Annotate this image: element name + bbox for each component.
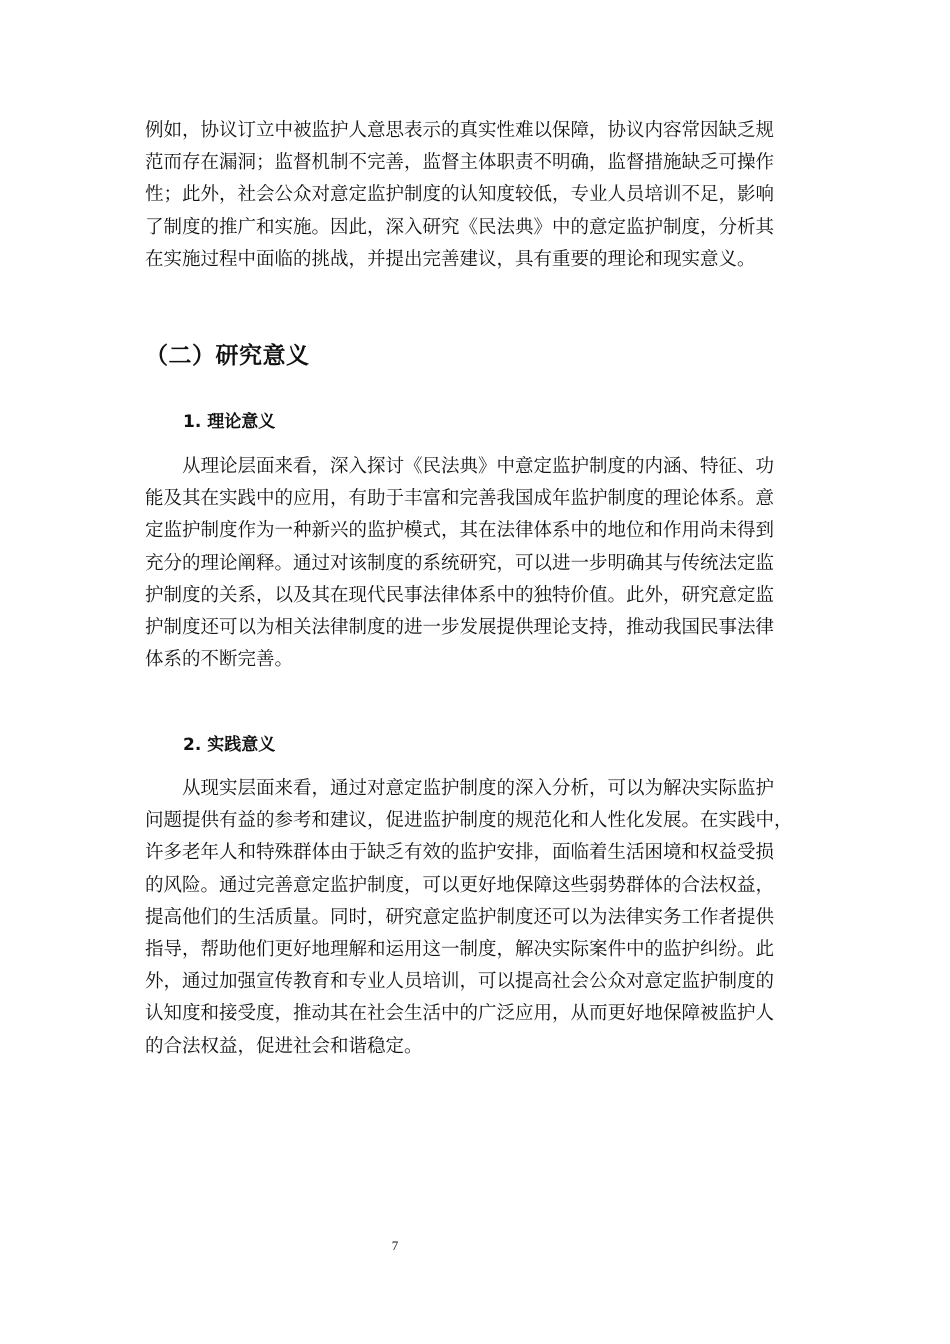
paragraph-line: 问题提供有益的参考和建议，促进监护制度的规范化和人性化发展。在实践中， bbox=[145, 810, 793, 832]
intro-paragraph bbox=[145, 115, 810, 276]
paragraph-line: 许多老年人和特殊群体由于缺乏有效的监护安排，面临着生活困境和权益受损 bbox=[145, 842, 775, 864]
subsection-heading-theory: 1. 理论意义 bbox=[183, 412, 276, 432]
paragraph-line: 认知度和接受度，推动其在社会生活中的广泛应用，从而更好地保障被监护人 bbox=[145, 1003, 775, 1025]
paragraph-line: 的合法权益，促进社会和谐稳定。 bbox=[145, 1035, 423, 1057]
paragraph-line: 从理论层面来看，深入探讨《民法典》中意定监护制度的内涵、特征、功 bbox=[182, 456, 775, 477]
paragraph-line: 提高他们的生活质量。同时，研究意定监护制度还可以为法律实务工作者提供 bbox=[145, 906, 775, 928]
page-number: 7 bbox=[391, 1238, 399, 1253]
paragraph-line: 定监护制度作为一种新兴的监护模式，其在法律体系中的地位和作用尚未得到 bbox=[145, 520, 775, 542]
paragraph-line: 从现实层面来看，通过对意定监护制度的深入分析，可以为解决实际监护 bbox=[182, 778, 775, 799]
paragraph-line: 范而存在漏洞；监督机制不完善，监督主体职责不明确，监督措施缺乏可操作 bbox=[145, 152, 775, 174]
paragraph-line: 护制度的关系，以及其在现代民事法律体系中的独特价值。此外，研究意定监 bbox=[145, 584, 775, 606]
paragraph-line: 例如，协议订立中被监护人意思表示的真实性难以保障，协议内容常因缺乏规 bbox=[145, 120, 775, 141]
practice-paragraph bbox=[145, 773, 810, 1063]
paragraph-line: 指导，帮助他们更好地理解和运用这一制度，解决实际案件中的监护纠纷。此 bbox=[145, 939, 775, 961]
paragraph-line: 性；此外，社会公众对意定监护制度的认知度较低，专业人员培训不足，影响 bbox=[145, 184, 775, 206]
subsection-heading-practice: 2. 实践意义 bbox=[183, 735, 276, 755]
paragraph-line: 充分的理论阐释。通过对该制度的系统研究，可以进一步明确其与传统法定监 bbox=[145, 552, 775, 574]
paragraph-line: 护制度还可以为相关法律制度的进一步发展提供理论支持，推动我国民事法律 bbox=[145, 617, 775, 639]
paragraph-line: 在实施过程中面临的挑战，并提出完善建议，具有重要的理论和现实意义。 bbox=[145, 248, 756, 270]
section-heading: （二）研究意义 bbox=[145, 343, 310, 369]
paragraph-line: 了制度的推广和实施。因此，深入研究《民法典》中的意定监护制度，分析其 bbox=[145, 216, 775, 238]
paragraph-line: 外，通过加强宣传教育和专业人员培训，可以提高社会公众对意定监护制度的 bbox=[145, 971, 775, 993]
paragraph-line: 能及其在实践中的应用，有助于丰富和完善我国成年监护制度的理论体系。意 bbox=[145, 488, 775, 510]
paragraph-line: 体系的不断完善。 bbox=[145, 649, 294, 671]
theory-paragraph bbox=[145, 451, 810, 676]
paragraph-line: 的风险。通过完善意定监护制度，可以更好地保障这些弱势群体的合法权益， bbox=[145, 874, 775, 896]
